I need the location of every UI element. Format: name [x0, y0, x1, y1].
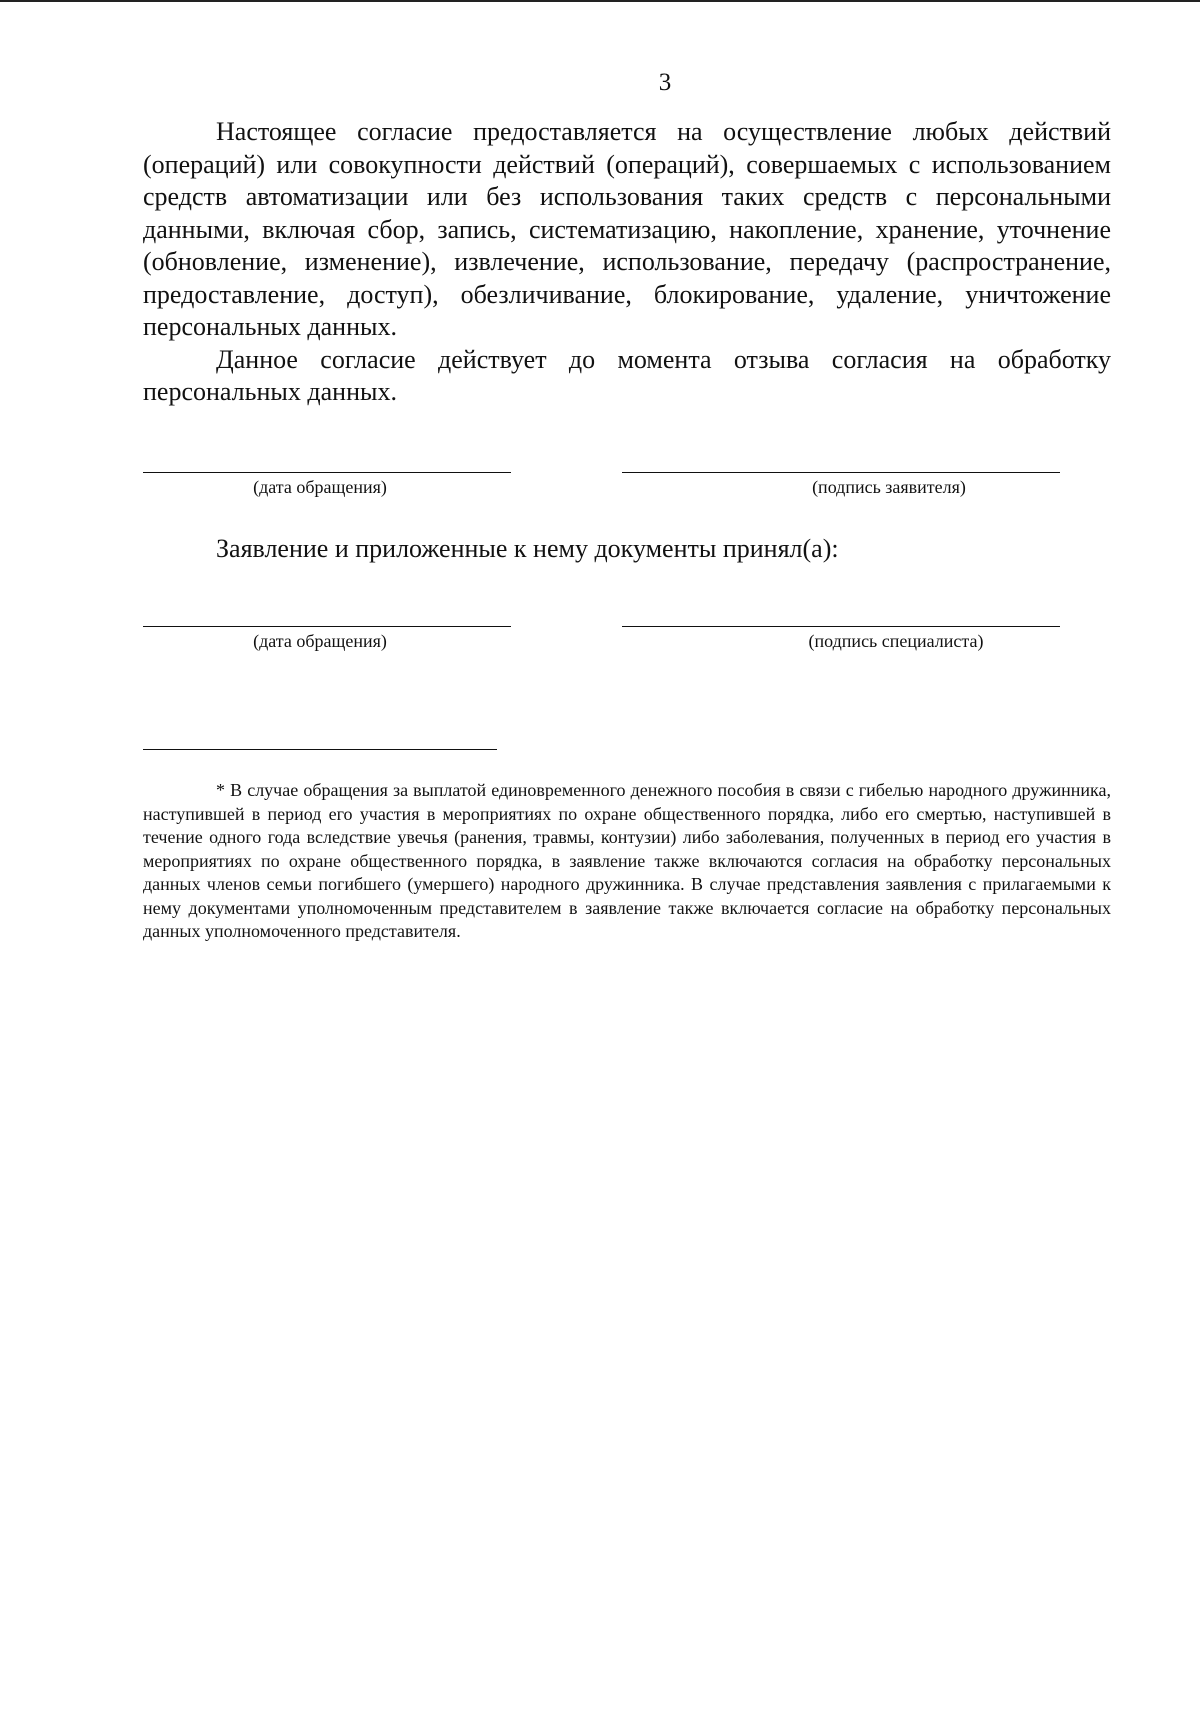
footnote-separator	[143, 749, 497, 750]
applicant-signature-caption: (подпись заявителя)	[812, 477, 966, 497]
specialist-signature-line	[622, 626, 1060, 627]
accepted-by-heading: Заявление и приложенные к нему документы принял(а):	[216, 534, 839, 563]
applicant-date-line	[143, 472, 511, 473]
consent-paragraph-validity: Данное согласие действует до момента отзыва согласия на обработку персональных данных.	[143, 344, 1111, 406]
specialist-signature-caption: (подпись специалиста)	[808, 631, 984, 651]
applicant-signature-line	[622, 472, 1060, 473]
footnote-text: * В случае обращения за выплатой единовременного денежного пособия в связи с гибелью народного дружинника, наступившей в период его участия в мероприятиях по охране общественного порядка, либо его смертью, наступившей в течение одного года вследствие увечья (ранения, травмы, контузии) либо заболевания, полученных в период его участия в мероприятиях по охране общественного порядка, в заявление также включаются согласия на обработку персональных данных членов семьи погибшего (умершего) народного дружинника. В случае представления заявления с прилагаемыми к нему документами уполномоченным представителем в заявление также включается согласие на обработку персональных данных уполномоченного представителя.	[143, 780, 1111, 941]
specialist-date-line	[143, 626, 511, 627]
page-top-edge	[0, 0, 1200, 2]
applicant-date-caption: (дата обращения)	[253, 477, 387, 497]
page-number: 3	[658, 69, 672, 96]
consent-body	[143, 116, 1111, 409]
specialist-date-caption: (дата обращения)	[253, 631, 387, 651]
consent-paragraph-scope: Настоящее согласие предоставляется на осуществление любых действий (операций) или совокупности действий (операций), совершаемых с использованием средств автоматизации или без использования таких средств с персональными данными, включая сбор, запись, систематизацию, накопление, хранение, уточнение (обновление, изменение), извлечение, использование, передачу (распространение, предоставление, доступ), обезличивание, блокирование, удаление, уничтожение персональных данных.	[143, 117, 1111, 341]
